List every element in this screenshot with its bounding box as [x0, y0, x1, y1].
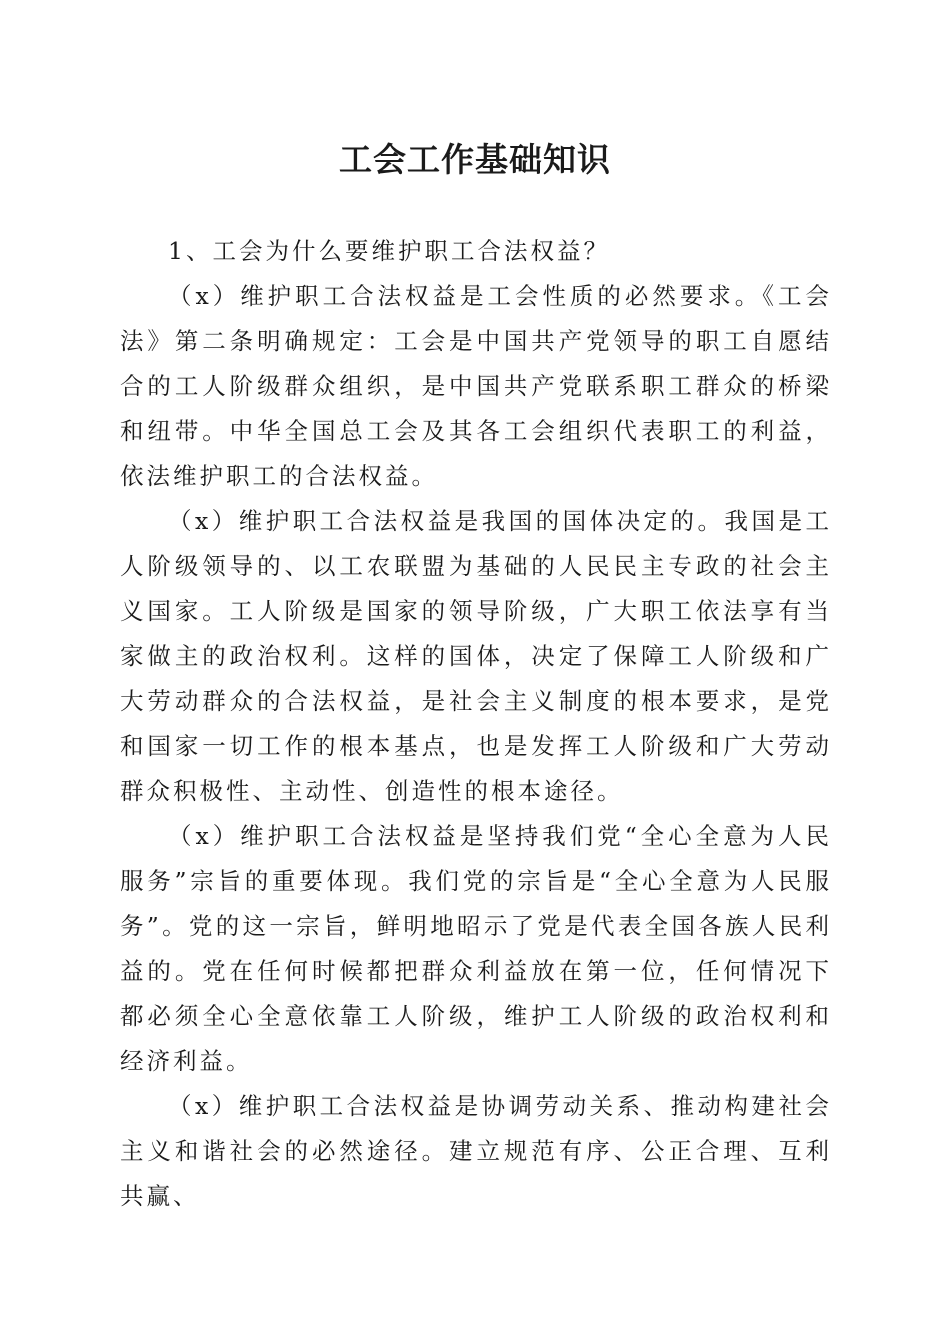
paragraph-party-purpose: （x）维护职工合法权益是坚持我们党“全心全意为人民服务”宗旨的重要体现。我们党的宗旨是“全心全意为人民服务”。党的这一宗旨，鲜明地昭示了党是代表全国各族人民利益的。党在任何时候都把群众利益放在第一位，任何情况下都必须全心全意依靠工人阶级，维护工人阶级的政治权利和经济利益。	[120, 822, 832, 1075]
paragraph-state-system: （x）维护职工合法权益是我国的国体决定的。我国是工人阶级领导的、以工农联盟为基础的人民民主专政的社会主义国家。工人阶级是国家的领导阶级，广大职工依法享有当家做主的政治权利。这样的国体，决定了保障工人阶级和广大劳动群众的合法权益，是社会主义制度的根本要求，是党和国家一切工作的根本基点，也是发挥工人阶级和广大劳动群众积极性、主动性、创造性的根本途径。	[120, 507, 832, 805]
paragraph-labor-relations: （x）维护职工合法权益是协调劳动关系、推动构建社会主义和谐社会的必然途径。建立规范有序、公正合理、互利共赢、	[120, 1092, 832, 1210]
question-heading: 1、工会为什么要维护职工合法权益？	[168, 237, 610, 265]
document-title: 工会工作基础知识	[339, 140, 611, 179]
document-body	[120, 229, 832, 1219]
paragraph-union-nature: （x）维护职工合法权益是工会性质的必然要求。《工会法》第二条明确规定：工会是中国共产党领导的职工自愿结合的工人阶级群众组织，是中国共产党联系职工群众的桥梁和纽带。中华全国总工会及其各工会组织代表职工的利益，依法维护职工的合法权益。	[120, 282, 832, 490]
